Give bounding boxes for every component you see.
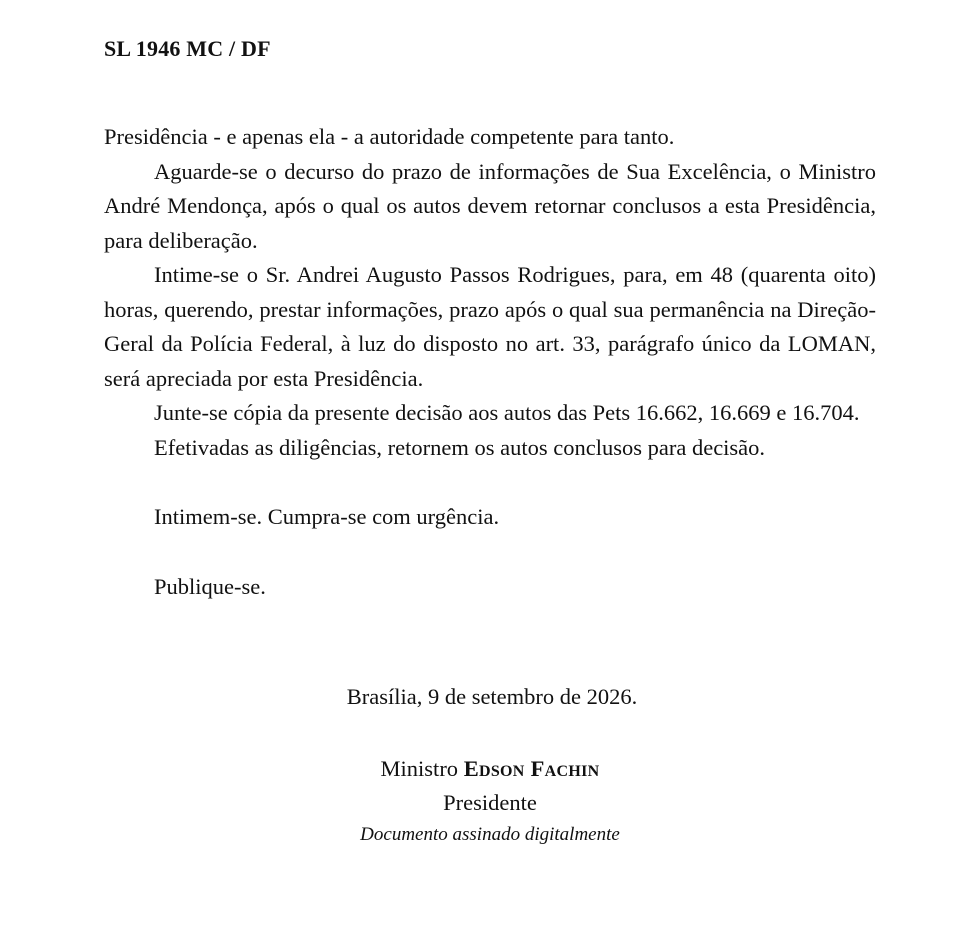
paragraph-urgency: Intimem-se. Cumpra-se com urgência.	[154, 504, 500, 529]
signatory-name: Edson Fachin	[463, 756, 600, 781]
paragraph-continuation: Presidência - e apenas ela - a autoridade competente para tanto.	[104, 124, 675, 149]
signatory-name-line	[280, 752, 700, 786]
signature-block	[280, 752, 700, 850]
paragraph-publish: Publique-se.	[154, 573, 266, 599]
signatory-title: Ministro	[380, 756, 459, 781]
paragraph-await-information: Aguarde-se o decurso do prazo de informações de Sua Excelência, o Ministro André Mendonça, após o qual os autos devem retornar conclusos a esta Presidência, para deliberação.	[104, 158, 876, 253]
decision-body	[104, 120, 876, 604]
digital-signature-note: Documento assinado digitalmente	[360, 824, 620, 845]
paragraph-attach-copy: Junte-se cópia da presente decisão aos autos das Pets 16.662, 16.669 e 16.704.	[154, 400, 860, 425]
signatory-role: Presidente	[443, 790, 537, 815]
place-and-date	[104, 680, 876, 714]
case-header: SL 1946 MC / DF	[104, 36, 271, 61]
place-date-text: Brasília, 9 de setembro de 2026.	[346, 684, 638, 709]
paragraph-diligences: Efetivadas as diligências, retornem os autos conclusos para decisão.	[154, 434, 766, 460]
paragraph-summons: Intime-se o Sr. Andrei Augusto Passos Rodrigues, para, em 48 (quarenta oito) horas, querendo, prestar informações, prazo após o qual sua permanência na Direção-Geral da Polícia Federal, à luz do disposto no art. 33, parágrafo único da LOMAN, será apreciada por esta Presidência.	[104, 262, 876, 391]
